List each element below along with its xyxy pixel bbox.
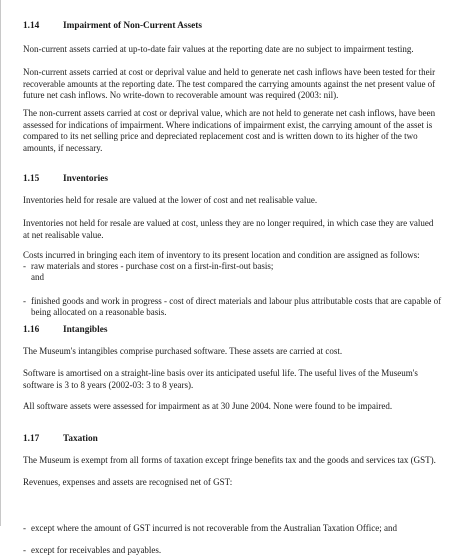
paragraph: Inventories held for resale are valued at the lower of cost and net realisable value. [23, 195, 318, 205]
list-item: - raw materials and stores - purchase cost on a first-in-first-out basis; [23, 261, 274, 271]
section-number: 1.17 [23, 434, 40, 444]
paragraph: Non-current assets carried at cost or deprival value and held to generate net cash inflows have been tested for their recoverable amounts at the reporting date. The test compared the carrying amounts against the net present value of future net cash inflows. No write-down to recoverable amount was required (2003: nil). [23, 67, 436, 101]
paragraph: Revenues, expenses and assets are recognised net of GST: [23, 477, 233, 487]
section-heading-1-14 [23, 21, 439, 33]
paragraph: Costs incurred in bringing each item of inventory to its present location and condition are assigned as follows: [23, 250, 420, 260]
section-heading-1-16 [23, 325, 439, 337]
section-title: Impairment of Non-Current Assets [63, 21, 203, 31]
paragraph: Inventories not held for resale are valued at cost, unless they are no longer required, in which case they are valued at net realisable value. [23, 218, 434, 240]
list-item-text: raw materials and stores - purchase cost on a first-in-first-out basis; [31, 261, 274, 271]
section-heading-1-15 [23, 174, 439, 186]
list-item: - except where the amount of GST incurred is not recoverable from the Australian Taxation Office; and [23, 522, 397, 533]
section-number: 1.15 [23, 174, 40, 184]
paragraph: Non-current assets carried at up-to-date fair values at the reporting date are no subject to impairment testing. [23, 44, 414, 54]
list-connector: and [31, 272, 44, 282]
list-item: - except for receivables and payables. [23, 545, 162, 556]
paragraph: All software assets were assessed for impairment as at 30 June 2004. None were found to be impaired. [23, 401, 393, 411]
section-number: 1.14 [23, 21, 40, 31]
paragraph: The Museum's intangibles comprise purchased software. These assets are carried at cost. [23, 346, 343, 356]
section-heading-1-17 [23, 434, 439, 446]
paragraph: The non-current assets carried at cost or deprival value, which are not held to generate net cash inflows, have been assessed for indications of impairment. Where indications of impairment exist, the carrying amount of the asset is compared to its net selling price and depreciated replacement cost and is written down to its higher of the two amounts, if necessary. [23, 108, 436, 153]
section-title: Intangibles [63, 325, 108, 335]
list-item-text: except where the amount of GST incurred is not recoverable from the Australian Taxation Office; and [31, 522, 397, 533]
list-item: - finished goods and work in progress - cost of direct materials and labour plus attributable costs that are capable of being allocated on a reasonable basis. [23, 295, 442, 318]
section-title: Inventories [63, 174, 108, 184]
list-item-text: finished goods and work in progress - cost of direct materials and labour plus attributable costs that are capable of being allocated on a reasonable basis. [31, 295, 442, 318]
paragraph: The Museum is exempt from all forms of taxation except fringe benefits tax and the goods and services tax (GST). [23, 455, 436, 465]
section-title: Taxation [63, 434, 98, 444]
paragraph: Software is amortised on a straight-line basis over its anticipated useful life. The useful lives of the Museum's software is 3 to 8 years (2002-03: 3 to 8 years). [23, 368, 418, 390]
section-number: 1.16 [23, 325, 40, 335]
list-item-text: except for receivables and payables. [31, 545, 162, 556]
